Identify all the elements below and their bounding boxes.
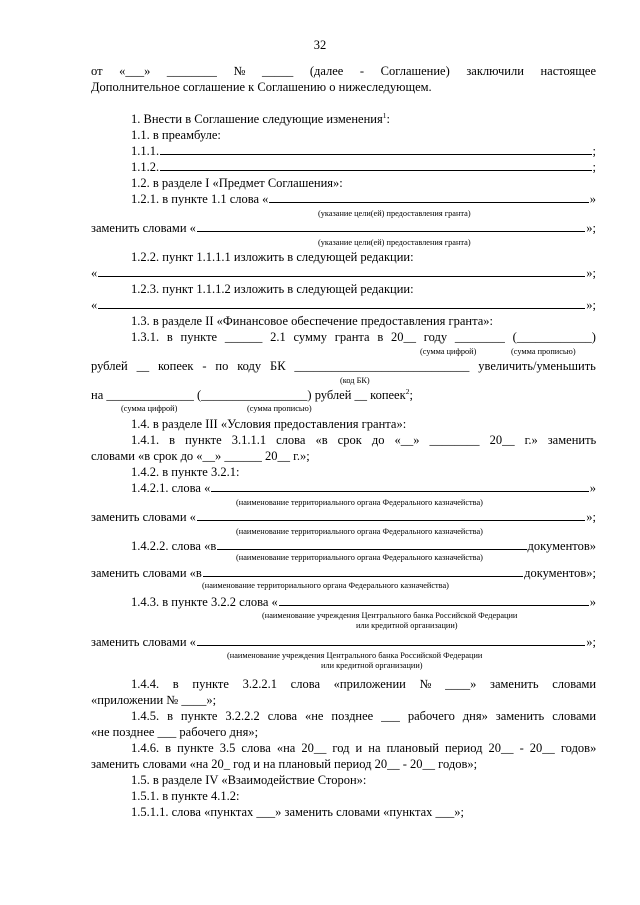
blank-line <box>269 192 588 203</box>
clause-1-1-2: 1.1.2. ; <box>131 160 596 174</box>
caption-treasury: (наименование территориального органа Федерального казначейства) <box>236 527 483 536</box>
caption-bk-code: (код БК) <box>340 376 370 385</box>
amount-line: на ______________ (_________________) рублей __ копеек$^2$; <box>91 386 413 402</box>
clause-1-4-2-2: 1.4.2.2. слова «в документов» <box>131 539 596 553</box>
intro-line-2: Дополнительное соглашение к Соглашению о нижеследующем. <box>91 80 432 94</box>
caption-bank: (наименование учреждения Центрального банка Российской Федерации <box>227 651 483 660</box>
blank-line <box>160 144 591 155</box>
caption-sum-digits: (сумма цифрой) <box>420 347 477 356</box>
blank-line <box>217 539 526 550</box>
clause-1-4-5: 1.4.5. в пункте 3.2.2.2 слова «не позднее ___ рабочего дня» заменить словами <box>131 709 597 723</box>
clause-1-4-4: 1.4.4. в пункте 3.2.2.1 слова «приложении № ____» заменить словами <box>131 677 597 691</box>
replace-words-3: заменить словами «в документов»; <box>91 566 596 580</box>
intro-line-1: от «___» ________ № _____ (далее - Соглашение) заключили настоящее <box>91 64 597 78</box>
clause-1-1: 1.1. в преамбуле: <box>131 128 221 142</box>
replace-words-4: заменить словами « »; <box>91 635 596 649</box>
caption-bank: (наименование учреждения Центрального банка Российской Федерации <box>262 611 518 620</box>
blank-line <box>211 481 588 492</box>
blank-line <box>197 635 585 646</box>
clause-1-2: 1.2. в разделе I «Предмет Соглашения»: <box>131 176 343 190</box>
caption-bank-cont: или кредитной организации) <box>356 621 458 630</box>
caption-sum-words: (сумма прописью) <box>247 404 312 413</box>
clause-1-2-2: 1.2.2. пункт 1.1.1.1 изложить в следующей редакции: <box>131 250 414 264</box>
clause-1-4-5-cont: «не позднее ___ рабочего дня»; <box>91 725 259 739</box>
replace-words-2: заменить словами « »; <box>91 510 596 524</box>
clause-1-4-3: 1.4.3. в пункте 3.2.2 слова « » <box>131 595 596 609</box>
blank-line <box>98 298 585 309</box>
clause-1-3: 1.3. в разделе II «Финансовое обеспечение предоставления гранта»: <box>131 314 494 328</box>
clause-1-4-1-cont: словами «в срок до «__» ______ 20__ г.»; <box>91 449 310 463</box>
caption-treasury: (наименование территориального органа Федерального казначейства) <box>236 553 483 562</box>
clause-1-4: 1.4. в разделе III «Условия предоставления гранта»: <box>131 417 407 431</box>
caption-goal: (указание цели(ей) предоставления гранта) <box>318 238 471 247</box>
caption-sum-digits: (сумма цифрой) <box>121 404 178 413</box>
caption-bank-cont: или кредитной организации) <box>321 661 423 670</box>
blank-line <box>98 266 585 277</box>
clause-1: 1. Внести в Соглашение следующие изменения$^1$: <box>131 110 390 126</box>
clause-1-5-1: 1.5.1. в пункте 4.1.2: <box>131 789 240 803</box>
clause-1-4-6: 1.4.6. в пункте 3.5 слова «на 20__ год и на плановый период 20__ - 20__ годов» <box>131 741 597 755</box>
new-wording-2: « »; <box>91 298 596 312</box>
blank-line <box>203 566 523 577</box>
blank-line <box>197 510 585 521</box>
caption-treasury: (наименование территориального органа Федерального казначейства) <box>202 581 449 590</box>
caption-goal: (указание цели(ей) предоставления гранта) <box>318 209 471 218</box>
clause-1-5: 1.5. в разделе IV «Взаимодействие Сторон»: <box>131 773 367 787</box>
replace-words-1: заменить словами « »; <box>91 221 596 235</box>
caption-treasury: (наименование территориального органа Федерального казначейства) <box>236 498 483 507</box>
clause-1-4-2-1: 1.4.2.1. слова « » <box>131 481 596 495</box>
clause-1-4-6-cont: заменить словами «на 20_ год и на плановый период 20__ - 20__ годов»; <box>91 757 478 771</box>
clause-1-4-1: 1.4.1. в пункте 3.1.1.1 слова «в срок до «__» ________ 20__ г.» заменить <box>131 433 597 447</box>
budget-code-line: рублей __ копеек - по коду БК ____________________________ увеличить/уменьшить <box>91 359 596 373</box>
clause-1-2-1: 1.2.1. в пункте 1.1 слова « » <box>131 192 596 206</box>
blank-line <box>160 160 591 171</box>
clause-1-1-1: 1.1.1. ; <box>131 144 596 158</box>
clause-1-4-4-cont: «приложении № ____»; <box>91 693 217 707</box>
blank-line <box>279 595 589 606</box>
clause-1-2-3: 1.2.3. пункт 1.1.1.2 изложить в следующей редакции: <box>131 282 414 296</box>
new-wording-1: « »; <box>91 266 596 280</box>
page-number: 32 <box>313 38 327 52</box>
clause-1-5-1-1: 1.5.1.1. слова «пунктах ___» заменить словами «пунктах ___»; <box>131 805 464 819</box>
clause-1-4-2: 1.4.2. в пункте 3.2.1: <box>131 465 240 479</box>
blank-line <box>197 221 585 232</box>
caption-sum-words: (сумма прописью) <box>511 347 576 356</box>
clause-1-3-1: 1.3.1. в пункте ______ 2.1 сумму гранта в 20__ году ________ (____________) <box>131 330 596 344</box>
